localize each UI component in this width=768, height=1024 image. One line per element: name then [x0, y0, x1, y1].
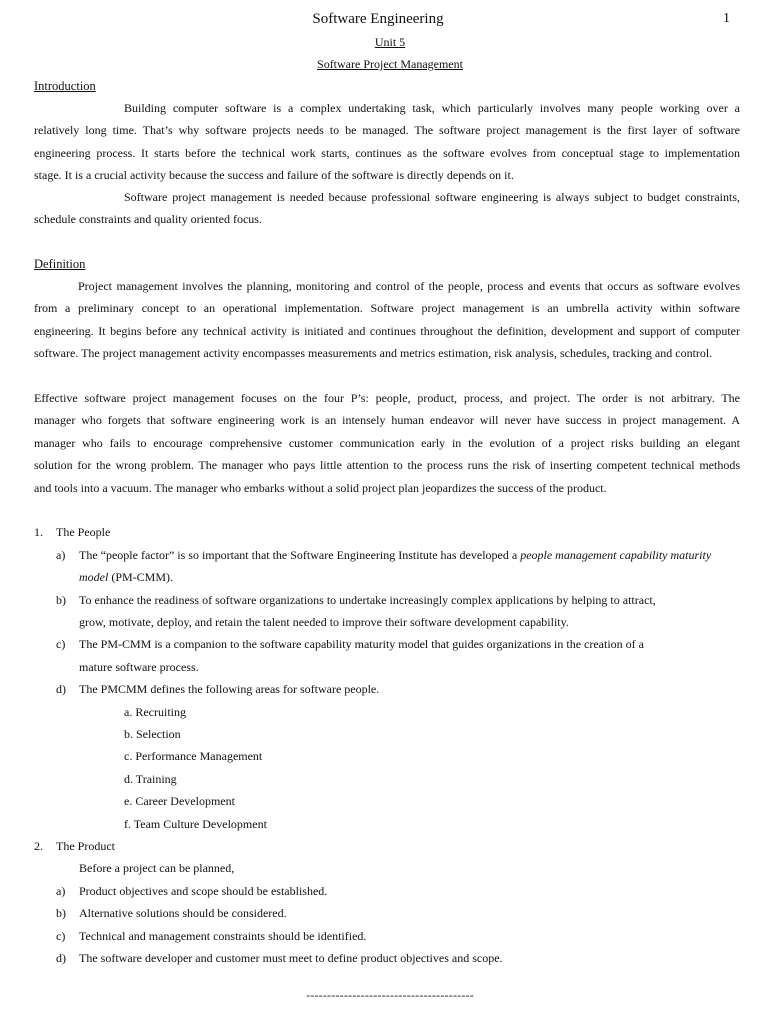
sub-item-text: To enhance the readiness of software organizations to undertake increasingly complex applications by helping to attract,	[79, 593, 656, 607]
text-line: schedule constraints and quality oriented focus.	[34, 212, 262, 227]
sub-item-marker: b)	[56, 593, 66, 607]
text-line: Project management involves the planning, monitoring and control of the people, process and events that occurs as software evolves	[78, 279, 740, 293]
sub-item-text: The software developer and customer must meet to define product objectives and scope.	[79, 951, 503, 965]
text-line: and tools into a vacuum. The manager who embarks without a solid project plan jeopardizes the success of the product.	[34, 480, 607, 495]
people-area-item: e. Career Development	[124, 794, 235, 808]
four-ps-paragraph	[34, 387, 740, 499]
sub-item-text	[79, 570, 173, 585]
sub-item-marker: d)	[56, 951, 66, 965]
people-area-item: c. Performance Management	[124, 749, 263, 763]
italic-term: model	[79, 570, 109, 584]
text-line: stage. It is a crucial activity because the success and failure of the software is directly depends on it.	[34, 168, 514, 183]
document-title: Software Engineering	[312, 11, 444, 27]
sub-item-marker: c)	[56, 929, 66, 943]
people-area-item: a. Recruiting	[124, 705, 186, 719]
sub-item-text	[79, 548, 711, 563]
page-number: 1	[723, 11, 730, 26]
text-line: manager who forgets that software engineering work is an intensely human endeavor will never have success in project management. A	[34, 413, 740, 428]
text-line: Software project management is needed because professional software engineering is always subject to budget constraints,	[124, 190, 740, 204]
sub-item-marker: d)	[56, 682, 66, 696]
introduction-paragraph-2	[34, 186, 740, 231]
sub-item-text: Technical and management constraints should be identified.	[79, 929, 367, 943]
people-area-item: b. Selection	[124, 727, 181, 741]
introduction-paragraph-1	[34, 97, 740, 187]
text-line: Effective software project management focuses on the four P’s: people, product, process, and project. The order is not arbitrary. The	[34, 391, 740, 405]
text-line: software. The project management activity encompasses measurements and metrics estimation, risk analysis, schedules, tracking and control.	[34, 346, 713, 361]
italic-term: people management capability maturity	[520, 548, 712, 562]
text-line: solution for the wrong problem. The manager who pays little attention to the process runs the risk of inserting competent technical methods	[34, 458, 740, 473]
list-title: The People	[56, 525, 111, 539]
sub-item-text: mature software process.	[79, 660, 199, 674]
text-line: manager who fails to encourage comprehensive customer communication early in the evolution of a project risks building an elegant	[34, 435, 740, 450]
sub-item-marker: a)	[56, 548, 66, 562]
text-run: The “people factor” is so important that the Software Engineering Institute has developed a	[79, 548, 521, 562]
text-run: (PM-CMM).	[108, 570, 174, 584]
sub-item-text: The PM-CMM is a companion to the software capability maturity model that guides organizations in the creation of a	[79, 637, 644, 651]
chapter-title: Software Project Management	[317, 57, 463, 71]
sub-item-text: Alternative solutions should be considered.	[79, 906, 287, 920]
list-intro: Before a project can be planned,	[79, 861, 235, 875]
text-line: engineering process. It starts before the technical work starts, continues as the software evolves from conceptual stage to implementation	[34, 145, 740, 160]
list-title: The Product	[56, 839, 115, 853]
unit-title: Unit 5	[374, 35, 406, 49]
definition-paragraph	[34, 275, 740, 365]
sub-item-text: The PMCMM defines the following areas for software people.	[79, 682, 380, 696]
people-area-item: d. Training	[124, 772, 177, 786]
sub-item-text: grow, motivate, deploy, and retain the talent needed to improve their software development capability.	[79, 615, 569, 629]
sub-item-marker: a)	[56, 884, 66, 898]
definition-heading: Definition	[34, 257, 86, 271]
people-area-item: f. Team Culture Development	[124, 817, 267, 831]
list-number: 1.	[34, 525, 43, 539]
sub-item-marker: c)	[56, 637, 66, 651]
introduction-heading: Introduction	[34, 79, 96, 93]
text-line: Building computer software is a complex undertaking task, which particularly involves many people working over a	[124, 101, 740, 115]
text-line: from a preliminary concept to an operational implementation. Software project management is an umbrella activity within software	[34, 301, 740, 316]
text-line: engineering. It begins before any technical activity is initiated and continues throughout the definition, development and support of computer	[34, 323, 740, 338]
footer-divider: ----------------------------------------	[306, 988, 474, 1002]
list-number: 2.	[34, 839, 43, 853]
text-line: relatively long time. That’s why software projects needs to be managed. The software project management is the first layer of software	[34, 123, 740, 138]
sub-item-text: Product objectives and scope should be established.	[79, 884, 328, 898]
sub-item-marker: b)	[56, 906, 66, 920]
